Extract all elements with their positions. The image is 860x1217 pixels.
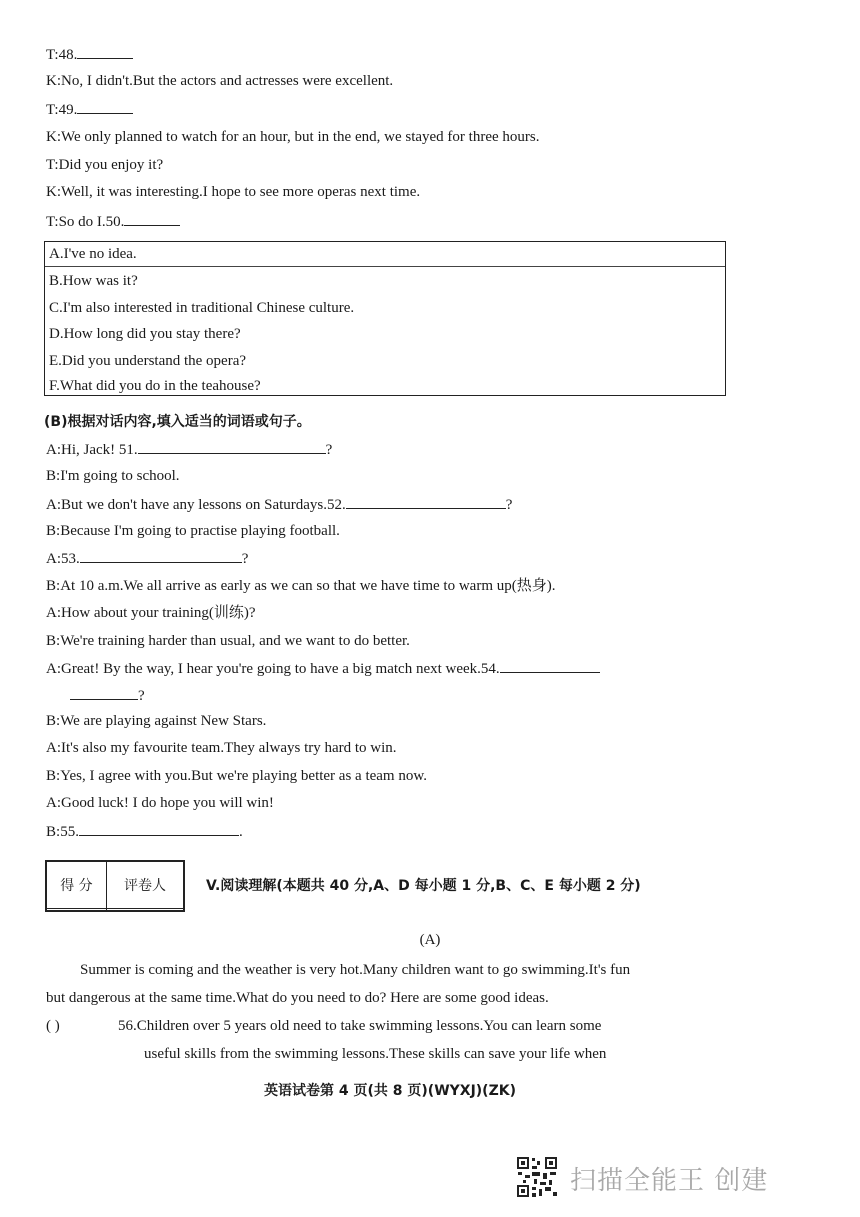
dialogue-line-t50: T:So do I.50. bbox=[46, 211, 180, 232]
speaker: A bbox=[46, 740, 57, 756]
line-text: 53. bbox=[61, 551, 80, 567]
dialogue-line-t49: T:49. bbox=[46, 99, 133, 120]
answer-blank-50[interactable] bbox=[124, 211, 180, 226]
speaker: T bbox=[46, 102, 55, 118]
line-text: I'm going to school. bbox=[60, 468, 180, 484]
q56-bracket[interactable]: ( ) bbox=[46, 1018, 60, 1034]
line-text: But we don't have any lessons on Saturdays.52. bbox=[61, 497, 346, 513]
line-text: Well, it was interesting.I hope to see more operas next time. bbox=[61, 184, 421, 200]
speaker: B bbox=[46, 768, 57, 784]
page-footer: 英语试卷第 4 页(共 8 页)(WYXJ)(ZK) bbox=[264, 1083, 516, 1099]
line-end: ? bbox=[505, 497, 513, 513]
grader-header: 评卷人 bbox=[106, 862, 183, 909]
line-end: ? bbox=[325, 442, 333, 458]
speaker: T bbox=[46, 214, 55, 230]
answer-blank-48[interactable] bbox=[77, 44, 133, 59]
option-f: F.What did you do in the teahouse? bbox=[49, 378, 261, 394]
score-cell[interactable] bbox=[47, 908, 107, 910]
passage-line: but dangerous at the same time.What do you need to do? Here are some good ideas. bbox=[46, 990, 549, 1006]
speaker: A bbox=[46, 795, 57, 811]
dialogue-line: B:We're training harder than usual, and we want to do better. bbox=[46, 633, 410, 649]
dialogue-line-52: A:But we don't have any lessons on Saturdays.52. ? bbox=[46, 494, 512, 515]
scanner-watermark bbox=[516, 1156, 769, 1196]
line-text: Did you enjoy it? bbox=[58, 157, 164, 173]
line-text: Because I'm going to practise playing football. bbox=[60, 523, 340, 539]
answer-blank-49[interactable] bbox=[77, 99, 133, 114]
line-end: ? bbox=[138, 688, 145, 704]
speaker: A bbox=[46, 605, 57, 621]
dialogue-line: T:Did you enjoy it? bbox=[46, 157, 164, 173]
line-end: . bbox=[238, 824, 243, 840]
q56-line: useful skills from the swimming lessons.These skills can save your life when bbox=[144, 1046, 607, 1062]
option-b: B.How was it? bbox=[49, 273, 138, 289]
dialogue-line: B:Yes, I agree with you.But we're playing better as a team now. bbox=[46, 768, 427, 784]
line-text: 48. bbox=[58, 47, 78, 63]
option-d: D.How long did you stay there? bbox=[49, 326, 241, 342]
line-text: At 10 a.m.We all arrive as early as we can so that we have time to warm up(热身). bbox=[60, 578, 556, 594]
dialogue-line: A:It's also my favourite team.They always try hard to win. bbox=[46, 740, 397, 756]
option-e: E.Did you understand the opera? bbox=[49, 353, 247, 369]
option-a: A.I've no idea. bbox=[49, 246, 137, 262]
option-c: C.I'm also interested in traditional Chinese culture. bbox=[49, 300, 355, 316]
dialogue-line-55: B:55. . bbox=[46, 821, 243, 842]
dialogue-line-51: A:Hi, Jack! 51. ? bbox=[46, 439, 332, 460]
line-text: It's also my favourite team.They always try hard to win. bbox=[61, 740, 397, 756]
line-end: ? bbox=[241, 551, 249, 567]
answer-blank-55[interactable] bbox=[79, 821, 239, 836]
dialogue-line: B:At 10 a.m.We all arrive as early as we can so that we have time to warm up(热身). bbox=[46, 578, 556, 594]
speaker: A bbox=[46, 442, 57, 458]
line-text: No, I didn't.But the actors and actresses were excellent. bbox=[61, 73, 394, 89]
line-text: How about your training(训练)? bbox=[61, 605, 256, 621]
speaker: K bbox=[46, 184, 57, 200]
section-v-title: V.阅读理解(本题共 40 分,A、D 每小题 1 分,B、C、E 每小题 2 分) bbox=[206, 878, 641, 894]
passage-line: Summer is coming and the weather is very hot.Many children want to go swimming.It's fun bbox=[80, 962, 631, 978]
answer-blank-52[interactable] bbox=[346, 494, 506, 509]
q56-line: 56.Children over 5 years old need to take swimming lessons.You can learn some bbox=[118, 1018, 602, 1034]
qr-code-icon bbox=[516, 1156, 558, 1198]
dialogue-line-54: A:Great! By the way, I hear you're going to have a big match next week.54. bbox=[46, 658, 600, 679]
answer-blank-54[interactable] bbox=[500, 658, 600, 673]
line-text: 49. bbox=[58, 102, 78, 118]
dialogue-line-53: A:53. ? bbox=[46, 548, 248, 569]
speaker: B bbox=[46, 523, 57, 539]
answer-blank-51[interactable] bbox=[138, 439, 326, 454]
dialogue-line: K:Well, it was interesting.I hope to see more operas next time. bbox=[46, 184, 421, 200]
watermark-text: 扫描全能王 创建 bbox=[570, 1166, 769, 1196]
speaker: A bbox=[46, 661, 57, 677]
line-text: Great! By the way, I hear you're going to have a big match next week.54. bbox=[61, 661, 500, 677]
dialogue-line-54-cont bbox=[70, 685, 145, 706]
line-text: We're training harder than usual, and we want to do better. bbox=[60, 633, 410, 649]
dialogue-line: K:No, I didn't.But the actors and actresses were excellent. bbox=[46, 73, 394, 89]
answer-blank-53[interactable] bbox=[80, 548, 242, 563]
dialogue-line: A:How about your training(训练)? bbox=[46, 605, 256, 621]
line-text: 55. bbox=[60, 824, 79, 840]
score-header: 得 分 bbox=[47, 862, 107, 909]
speaker: K bbox=[46, 129, 57, 145]
dialogue-line: B:I'm going to school. bbox=[46, 468, 180, 484]
speaker: B bbox=[46, 633, 57, 649]
passage-label: (A) bbox=[419, 932, 441, 948]
answer-blank-54-cont[interactable] bbox=[70, 685, 138, 700]
speaker: B bbox=[46, 468, 57, 484]
grader-cell[interactable] bbox=[106, 908, 183, 910]
line-text: Hi, Jack! 51. bbox=[61, 442, 138, 458]
dialogue-line-t48: T:48. bbox=[46, 44, 133, 65]
divider bbox=[45, 266, 725, 267]
speaker: A bbox=[46, 551, 57, 567]
line-text: Yes, I agree with you.But we're playing better as a team now. bbox=[60, 768, 427, 784]
speaker: B bbox=[46, 824, 57, 840]
speaker: K bbox=[46, 73, 57, 89]
options-box bbox=[44, 241, 726, 396]
score-box bbox=[45, 860, 185, 912]
dialogue-line: K:We only planned to watch for an hour, but in the end, we stayed for three hours. bbox=[46, 129, 540, 145]
line-text: We only planned to watch for an hour, but in the end, we stayed for three hours. bbox=[61, 129, 540, 145]
speaker: T bbox=[46, 47, 55, 63]
speaker: A bbox=[46, 497, 57, 513]
dialogue-line: B:Because I'm going to practise playing football. bbox=[46, 523, 340, 539]
speaker: B bbox=[46, 713, 57, 729]
line-text: So do I.50. bbox=[58, 214, 125, 230]
line-text: We are playing against New Stars. bbox=[60, 713, 267, 729]
speaker: T bbox=[46, 157, 55, 173]
dialogue-line: A:Good luck! I do hope you will win! bbox=[46, 795, 274, 811]
section-b-title: (B)根据对话内容,填入适当的词语或句子。 bbox=[44, 414, 311, 430]
speaker: B bbox=[46, 578, 57, 594]
dialogue-line: B:We are playing against New Stars. bbox=[46, 713, 267, 729]
line-text: Good luck! I do hope you will win! bbox=[61, 795, 274, 811]
